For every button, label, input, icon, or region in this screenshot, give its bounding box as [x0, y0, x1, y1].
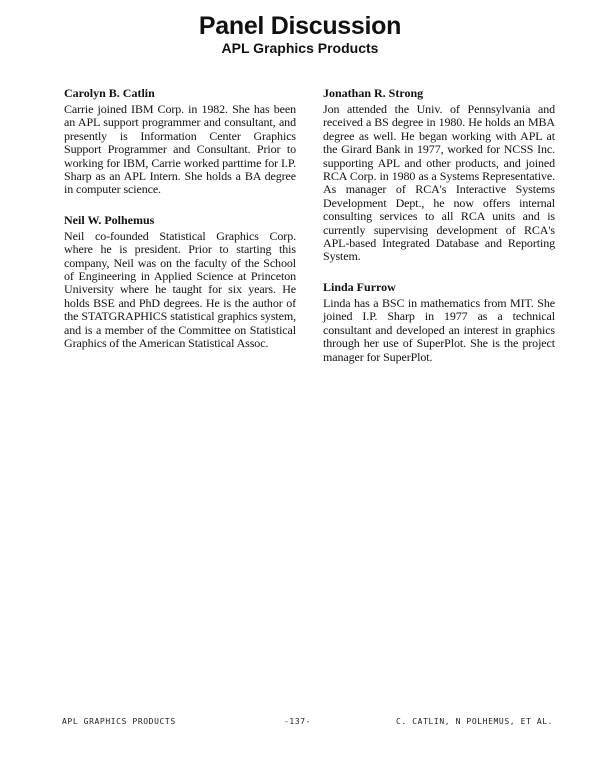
bio-neil-polhemus — [64, 213, 296, 351]
footer-page-number: -137- — [284, 717, 312, 726]
bio-text: Carrie joined IBM Corp. in 1982. She has been an APL support programmer and consultant, and presently is Information Center Graphics Support Programmer and Consultant. Prior to working for IBM, Carrie worked parttime for I.P. Sharp as an APL Intern. She holds a BA degree in computer science. — [64, 102, 296, 197]
page-subtitle: APL Graphics Products — [221, 40, 379, 56]
bio-linda-furrow — [323, 280, 555, 364]
bio-name: Linda Furrow — [323, 279, 396, 294]
page-footer — [0, 715, 600, 729]
bio-name: Jonathan R. Strong — [323, 86, 424, 100]
footer-publication-title: APL GRAPHICS PRODUCTS — [62, 717, 176, 726]
bio-text: Neil co-founded Statistical Graphics Corp. where he is president. Prior to starting this company, Neil was on the faculty of the School of Engineering in Applied Science at Princeton University where he taught for six years. He holds BSE and PhD degrees. He is the author of the STATGRAPHICS statistical graphics system, and is a member of the Committee on Statistical Graphics of the American Statistical Assoc. — [64, 228, 296, 351]
bio-text: Linda has a BSC in mathematics from MIT. She joined I.P. Sharp in 1977 as a technical consultant and developed an interest in graphics through her use of SuperPlot. She is the project manager for SuperPlot. — [323, 295, 555, 364]
bio-name: Neil W. Polhemus — [64, 212, 155, 227]
page-title: Panel Discussion — [198, 12, 402, 40]
page-header — [0, 12, 600, 56]
bio-jonathan-strong — [323, 86, 555, 264]
footer-authors: C. CATLIN, N POLHEMUS, ET AL. — [396, 717, 554, 726]
bio-carolyn-catlin — [64, 86, 296, 197]
right-column — [323, 86, 555, 380]
bio-name: Carolyn B. Catlin — [64, 86, 155, 100]
left-column — [64, 86, 296, 367]
bio-text: Jon attended the Univ. of Pennsylvania and received a BS degree in 1980. He holds an MBA degree as well. He began working with APL at the Girard Bank in 1977, worked for NCSS Inc. supporting APL and other products, and joined RCA Corp. in 1980 as a Systems Representative. As manager of RCA's Interactive Systems Development Dept., he now offers internal consulting services to all RCA units and is currently supervising development of RCA's APL-based Integrated Database and Reporting System. — [323, 102, 555, 264]
